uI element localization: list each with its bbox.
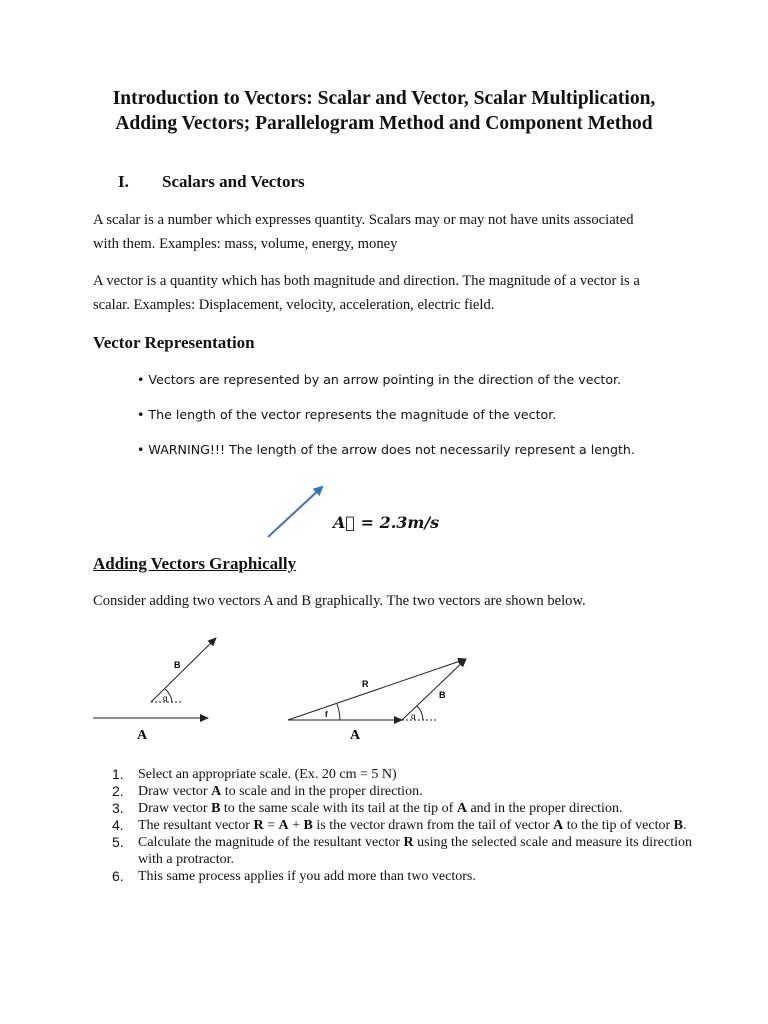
adding-intro: Consider adding two vectors A and B graphically. The two vectors are shown below.	[93, 593, 586, 609]
step-item	[112, 783, 702, 800]
step-item	[112, 868, 702, 885]
step-text: Draw vector	[138, 784, 212, 799]
step-text: Calculate the magnitude of the resultant vector	[138, 835, 404, 850]
scalar-line-1: A scalar is a number which expresses quantity. Scalars may or may not have units associated	[93, 212, 634, 228]
angle-f-label: f	[325, 710, 328, 719]
vector-representation-heading: Vector Representation	[93, 333, 255, 352]
step-text: =	[263, 818, 279, 833]
step-bold-term: A	[278, 818, 289, 833]
label-a-right: A	[350, 728, 361, 743]
step-text: This same process applies if you add more than two vectors.	[138, 869, 476, 884]
step-bold-term: R	[403, 835, 414, 850]
step-text: Select an appropriate scale. (Ex. 20 cm = 5 N)	[138, 767, 397, 782]
step-text: to the same scale with its tail at the tip of	[220, 801, 457, 816]
step-text: Draw vector	[138, 801, 212, 816]
step-bold-term: B	[303, 818, 313, 833]
label-a-left: A	[137, 728, 148, 743]
step-bold-term: B	[211, 801, 221, 816]
angle-q-right: q	[411, 712, 416, 721]
step-text: is the vector drawn from the tail of vector	[312, 818, 554, 833]
angle-f-arc-icon	[337, 704, 340, 720]
step-number: 3.	[112, 800, 124, 816]
section-number: I.	[118, 172, 129, 191]
step-text: The resultant vector	[138, 818, 254, 833]
step-number: 1.	[112, 766, 124, 782]
step-bold-term: A	[553, 818, 564, 833]
step-text: using the selected scale and measure its direction with a protractor.	[138, 835, 692, 867]
step-item	[112, 834, 702, 868]
step-text: to the tip of vector	[563, 818, 674, 833]
title-line-1: Introduction to Vectors: Scalar and Vector, Scalar Multiplication,	[112, 88, 656, 109]
vector-magnitude-formula: A⃗ = 2.3m/s	[333, 513, 440, 532]
step-bold-term: R	[253, 818, 264, 833]
step-number: 4.	[112, 817, 124, 833]
step-text: and in the proper direction.	[466, 801, 623, 816]
step-text: .	[683, 818, 687, 833]
scalar-line-2: with them. Examples: mass, volume, energy, money	[93, 236, 398, 252]
step-item	[112, 817, 702, 834]
vector-b-arrow-icon	[151, 638, 216, 702]
step-bold-term: B	[673, 818, 683, 833]
steps-list	[112, 766, 702, 885]
step-text: to scale and in the proper direction.	[221, 784, 423, 799]
adding-vectors-heading: Adding Vectors Graphically	[93, 554, 297, 573]
step-item	[112, 800, 702, 817]
bullet-item-3: • WARNING!!! The length of the arrow does not necessarily represent a length.	[137, 442, 635, 457]
label-b-left: B	[174, 660, 181, 670]
label-b-right: B	[439, 690, 446, 700]
step-bold-term: A	[211, 784, 222, 799]
step-bold-term: A	[456, 801, 467, 816]
section-title: Scalars and Vectors	[162, 172, 305, 191]
angle-q-left: q	[163, 694, 168, 703]
step-text: +	[288, 818, 304, 833]
bullet-item-1: • Vectors are represented by an arrow pointing in the direction of the vector.	[137, 372, 622, 387]
label-r: R	[362, 679, 369, 689]
step-number: 5.	[112, 834, 124, 850]
angle-q-right-arc-icon	[417, 706, 423, 720]
vector-line-1: A vector is a quantity which has both magnitude and direction. The magnitude of a vector is a	[93, 273, 640, 289]
vector-line-2: scalar. Examples: Displacement, velocity, acceleration, electric field.	[93, 297, 495, 313]
bullet-item-2: • The length of the vector represents the magnitude of the vector.	[137, 407, 557, 422]
step-number: 2.	[112, 783, 124, 799]
triangle-vector-b-arrow-icon	[402, 659, 466, 720]
step-item	[112, 766, 702, 783]
step-number: 6.	[112, 868, 124, 884]
title-line-2: Adding Vectors; Parallelogram Method and Component Method	[115, 113, 653, 134]
